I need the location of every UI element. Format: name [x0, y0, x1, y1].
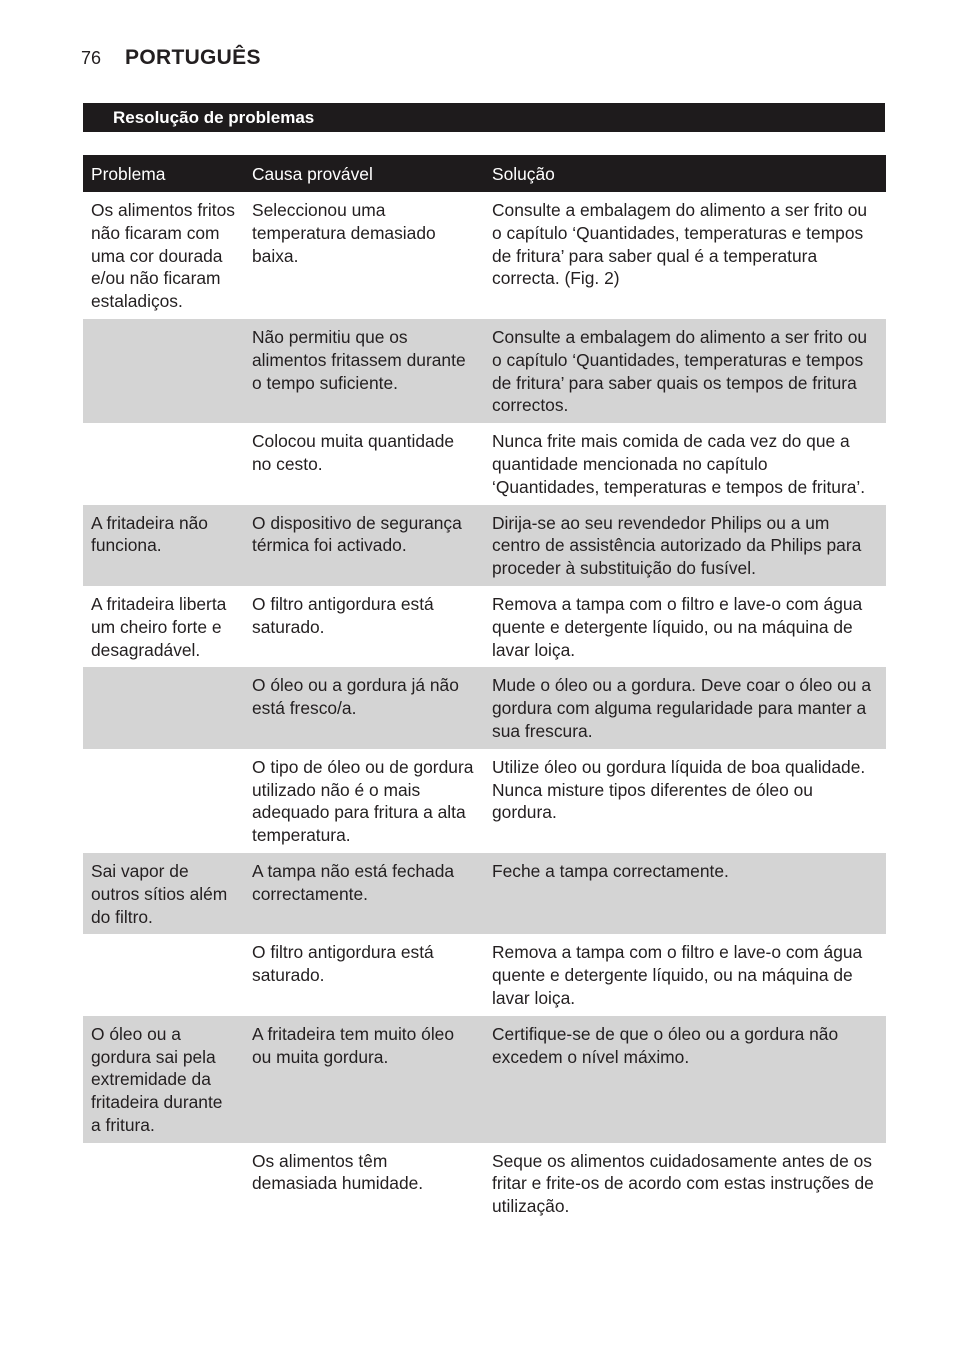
cause-cell: Não permitiu que os alimentos fritassem durante o tempo suficiente.	[244, 319, 484, 423]
cause-cell: O óleo ou a gordura já não está fresco/a.	[244, 667, 484, 748]
problem-cell: A fritadeira liberta um cheiro forte e desagradável.	[91, 593, 227, 660]
table-row	[83, 1016, 886, 1143]
section-title-bar	[83, 103, 885, 132]
header-cause: Causa provável	[244, 155, 484, 192]
problem-cell	[83, 423, 244, 504]
table-row	[83, 423, 886, 504]
problem-cell	[83, 667, 244, 748]
cause-cell: O dispositivo de segurança térmica foi activado.	[244, 505, 484, 586]
table-row	[83, 505, 886, 586]
table-row	[83, 749, 886, 853]
problem-cell: O óleo ou a gordura sai pela extremidade da fritadeira durante a fritura.	[83, 1016, 244, 1143]
header-problem: Problema	[83, 155, 244, 192]
solution-cell: Certifique-se de que o óleo ou a gordura não excedem o nível máximo.	[484, 1016, 886, 1143]
page-number: 76	[81, 48, 102, 68]
page-header	[81, 46, 261, 70]
solution-cell: Remova a tampa com o filtro e lave-o com água quente e detergente líquido, ou na máquina de lavar loiça.	[492, 942, 863, 1008]
problem-cell	[83, 319, 244, 423]
table-row	[83, 319, 886, 423]
problem-cell: Os alimentos fritos não ficaram com uma cor dourada e/ou não ficaram estaladiços.	[91, 200, 235, 312]
solution-cell: Feche a tampa correctamente.	[484, 853, 886, 934]
cause-cell: O filtro antigordura está saturado.	[252, 942, 434, 986]
table-row	[83, 192, 886, 319]
table-row	[83, 1143, 886, 1224]
solution-cell: Nunca frite mais comida de cada vez do que a quantidade mencionada no capítulo ‘Quantidades, temperaturas e tempos de fritura’.	[492, 431, 866, 497]
cause-cell: Os alimentos têm demasiada humidade.	[252, 1150, 424, 1194]
solution-cell: Consulte a embalagem do alimento a ser frito ou o capítulo ‘Quantidades, temperaturas e tempos de fritura’ para saber qual é a temperatura correcta. (Fig. 2)	[492, 200, 868, 289]
cause-cell: O filtro antigordura está saturado.	[252, 593, 434, 637]
solution-cell: Utilize óleo ou gordura líquida de boa qualidade. Nunca misture tipos diferentes de óleo ou gordura.	[492, 756, 866, 823]
solution-cell: Seque os alimentos cuidadosamente antes de os fritar e frite-os de acordo com estas instruções de utilização.	[492, 1150, 874, 1217]
solution-cell: Consulte a embalagem do alimento a ser frito ou o capítulo ‘Quantidades, temperaturas e tempos de fritura’ para saber quais os tempos de fritura correctos.	[484, 319, 886, 423]
cause-cell: A tampa não está fechada correctamente.	[244, 853, 484, 934]
cause-cell: O tipo de óleo ou de gordura utilizado não é o mais adequado para fritura a alta temperatura.	[252, 756, 474, 846]
table-row	[83, 934, 886, 1015]
solution-cell: Mude o óleo ou a gordura. Deve coar o óleo ou a gordura com alguma regularidade para manter a sua frescura.	[484, 667, 886, 748]
solution-cell: Remova a tampa com o filtro e lave-o com água quente e detergente líquido, ou na máquina de lavar loiça.	[492, 593, 863, 660]
problem-cell	[83, 934, 244, 1015]
section-title: Resolução de problemas	[113, 108, 315, 127]
table-row	[83, 667, 886, 748]
solution-cell: Dirija-se ao seu revendedor Philips ou a um centro de assistência autorizado da Philips para proceder à substituição do fusível.	[484, 505, 886, 586]
troubleshooting-table	[83, 155, 886, 1224]
cause-cell: A fritadeira tem muito óleo ou muita gordura.	[244, 1016, 484, 1143]
cause-cell: Seleccionou uma temperatura demasiado baixa.	[252, 200, 436, 266]
table-row	[83, 853, 886, 934]
table-header-row	[83, 155, 886, 192]
cause-cell: Colocou muita quantidade no cesto.	[252, 431, 455, 474]
problem-cell: Sai vapor de outros sítios além do filtro.	[83, 853, 244, 934]
table-row	[83, 586, 886, 667]
header-solution: Solução	[484, 155, 886, 192]
problem-cell: A fritadeira não funciona.	[83, 505, 244, 586]
problem-cell	[83, 749, 244, 853]
problem-cell	[83, 1143, 244, 1224]
language-title: PORTUGUÊS	[125, 46, 261, 69]
